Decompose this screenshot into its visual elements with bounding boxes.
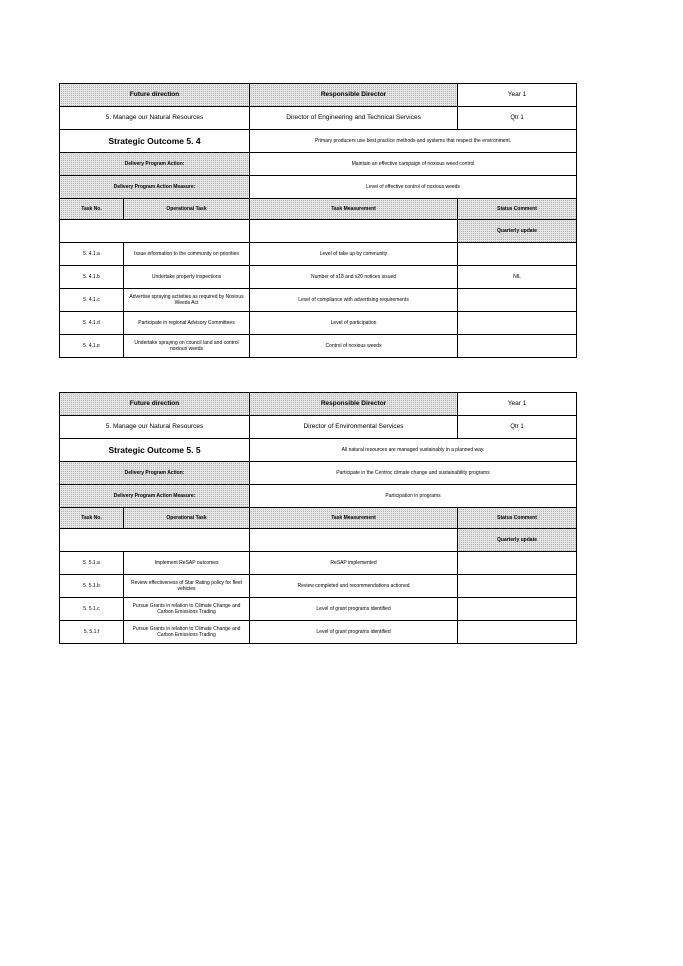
task-measurement: Control of noxious weeds	[250, 335, 458, 358]
future-direction-header: Future direction	[60, 393, 250, 416]
responsible-director-value: Director of Environmental Services	[250, 416, 458, 439]
quarter-label: Qtr 1	[458, 107, 577, 130]
status-comment	[458, 289, 577, 312]
responsible-director-header: Responsible Director	[250, 393, 458, 416]
task-number: 5. 4.1.a	[60, 243, 124, 266]
table-row	[60, 552, 577, 575]
operational-task: Pursue Grants in relation to Climate Change and Carbon Emissions Trading	[124, 621, 250, 644]
operational-task: Advertise spraying activities as required by Noxious Weeds Act	[124, 289, 250, 312]
status-comment	[458, 575, 577, 598]
future-direction-header: Future direction	[60, 84, 250, 107]
status-comment	[458, 552, 577, 575]
task-measurement: Review completed and recommendations actioned	[250, 575, 458, 598]
task-number: 5. 5.1.a	[60, 552, 124, 575]
table-row	[60, 575, 577, 598]
table-row	[60, 312, 577, 335]
operational-task: Undertake property inspections	[124, 266, 250, 289]
status-comment	[458, 243, 577, 266]
blank-cell	[60, 529, 250, 552]
task-measurement: Number of s18 and s20 notices issued	[250, 266, 458, 289]
task-number: 5. 5.1.c	[60, 598, 124, 621]
year-label: Year 1	[458, 84, 577, 107]
strategic-outcome-label: Strategic Outcome 5. 5	[60, 439, 250, 462]
status-comment	[458, 335, 577, 358]
blank-cell	[250, 220, 458, 243]
blank-cell	[250, 529, 458, 552]
quarterly-update-label: Quarterly update	[458, 220, 577, 243]
column-header-task-measurement: Task Measurement	[250, 508, 458, 529]
strategic-outcome-text: Primary producers use best practice methods and systems that respect the environment.	[250, 130, 577, 153]
year-label: Year 1	[458, 393, 577, 416]
task-number: 5. 4.1.c	[60, 289, 124, 312]
quarterly-update-label: Quarterly update	[458, 529, 577, 552]
task-measurement: Level of grant programs identified	[250, 598, 458, 621]
strategic-outcome-label: Strategic Outcome 5. 4	[60, 130, 250, 153]
column-header-task-no: Task No.	[60, 508, 124, 529]
operational-task: Implement ReSAP outcomes	[124, 552, 250, 575]
task-number: 5. 5.1.f	[60, 621, 124, 644]
responsible-director-value: Director of Engineering and Technical Services	[250, 107, 458, 130]
action-measure-label: Delivery Program Action Measure:	[60, 176, 250, 199]
operational-task: Participate in regional Advisory Committees	[124, 312, 250, 335]
task-measurement: Level of participation	[250, 312, 458, 335]
task-number: 5. 4.1.b	[60, 266, 124, 289]
program-action-label: Delivery Program Action:	[60, 462, 250, 485]
action-measure-label: Delivery Program Action Measure:	[60, 485, 250, 508]
table-row	[60, 243, 577, 266]
future-direction-value: 5. Manage our Natural Resources	[60, 416, 250, 439]
task-number: 5. 4.1.d	[60, 312, 124, 335]
program-action-label: Delivery Program Action:	[60, 153, 250, 176]
column-header-task-measurement: Task Measurement	[250, 199, 458, 220]
operational-task: Undertake spraying on council land and control noxious weeds	[124, 335, 250, 358]
future-direction-value: 5. Manage our Natural Resources	[60, 107, 250, 130]
operational-plan-table	[59, 83, 577, 358]
operational-task: Issue information to the community on priorities	[124, 243, 250, 266]
table-row	[60, 289, 577, 312]
column-header-task-no: Task No.	[60, 199, 124, 220]
column-header-status-comment: Status Comment	[458, 199, 577, 220]
responsible-director-header: Responsible Director	[250, 84, 458, 107]
status-comment	[458, 621, 577, 644]
operational-plan-table	[59, 392, 577, 644]
quarter-label: Qtr 1	[458, 416, 577, 439]
program-action-text: Participate in the Centroc climate change and sustainability programs	[250, 462, 577, 485]
program-action-text: Maintain an effective campaign of noxious weed control	[250, 153, 577, 176]
action-measure-text: Participation in programs	[250, 485, 577, 508]
operational-task: Review effectiveness of Star Rating policy for fleet vehicles	[124, 575, 250, 598]
blank-cell	[60, 220, 250, 243]
task-measurement: Level of take up by community	[250, 243, 458, 266]
table-row	[60, 598, 577, 621]
task-measurement: Level of compliance with advertising requirements	[250, 289, 458, 312]
column-header-operational-task: Operational Task	[124, 508, 250, 529]
task-number: 5. 4.1.e	[60, 335, 124, 358]
action-measure-text: Level of effective control of noxious weeds	[250, 176, 577, 199]
column-header-operational-task: Operational Task	[124, 199, 250, 220]
status-comment	[458, 312, 577, 335]
status-comment: NIL	[458, 266, 577, 289]
task-number: 5. 5.1.b	[60, 575, 124, 598]
table-row	[60, 621, 577, 644]
strategic-outcome-text: All natural resources are managed sustainably in a planned way.	[250, 439, 577, 462]
task-measurement: ReSAP implemented	[250, 552, 458, 575]
table-row	[60, 335, 577, 358]
table-row	[60, 266, 577, 289]
column-header-status-comment: Status Comment	[458, 508, 577, 529]
task-measurement: Level of grant programs identified	[250, 621, 458, 644]
status-comment	[458, 598, 577, 621]
operational-task: Pursue Grants in relation to Climate Change and Carbon Emissions Trading	[124, 598, 250, 621]
